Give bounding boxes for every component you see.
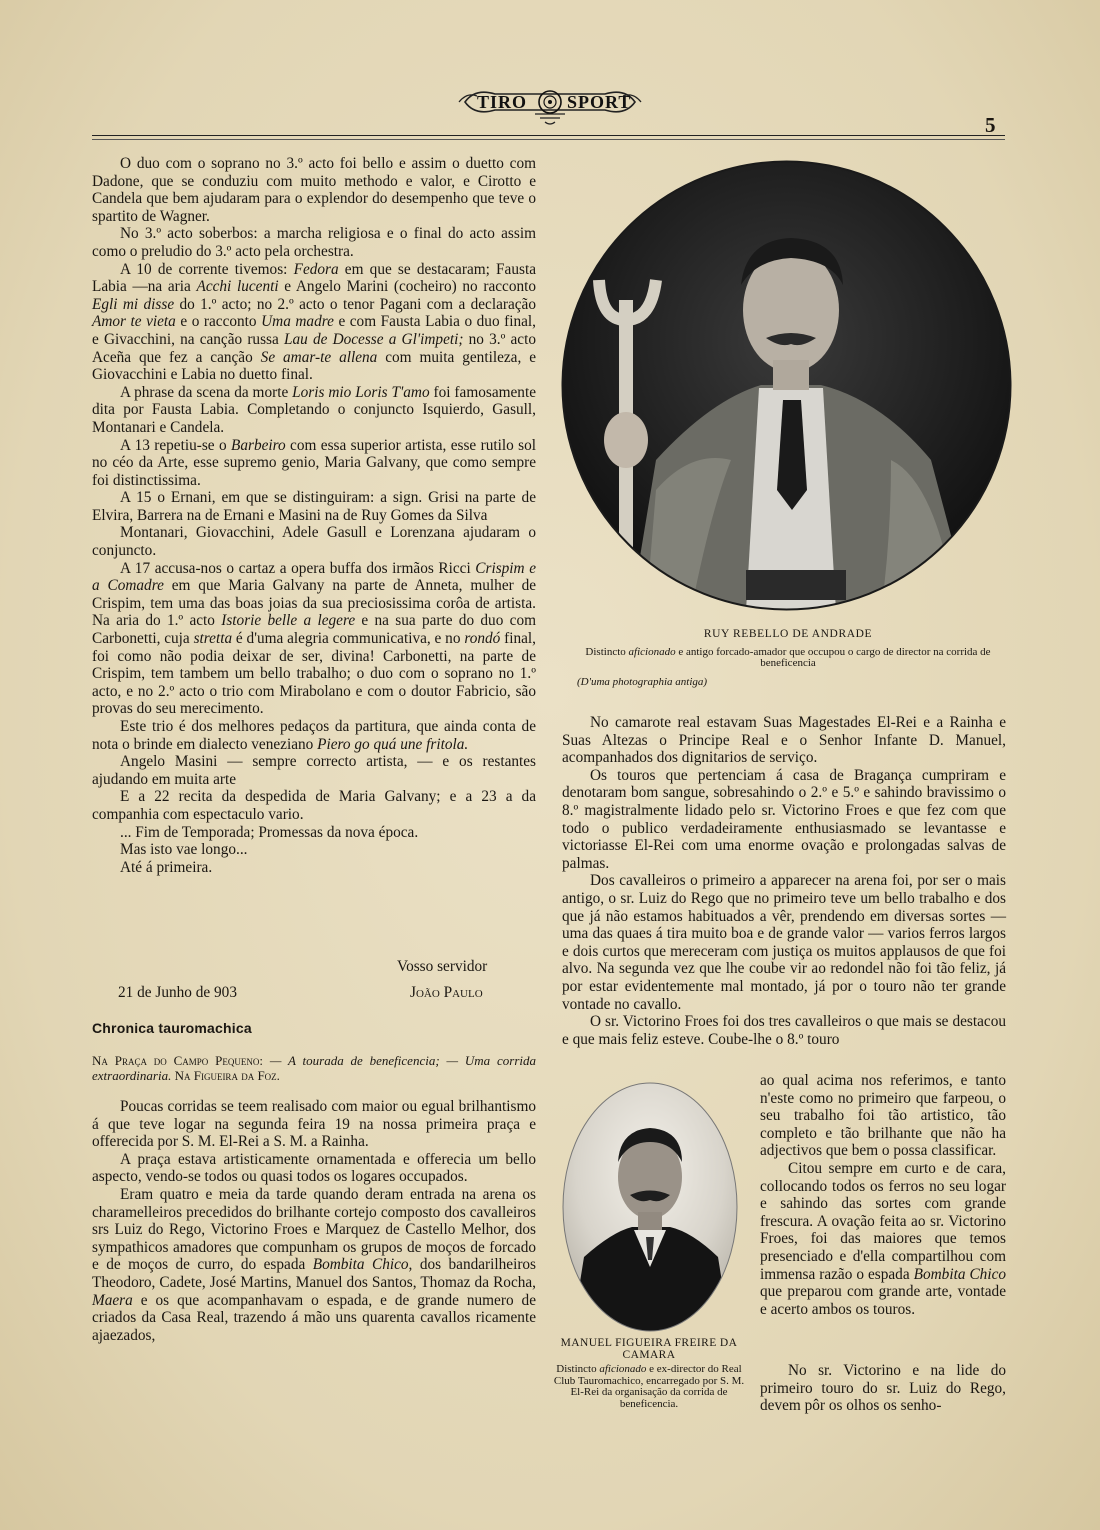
svg-text:SPORT: SPORT bbox=[567, 92, 632, 112]
paragraph: No sr. Victorino e na lide do primeiro touro do sr. Luiz do Rego, devem pôr os olhos os senho- bbox=[760, 1362, 1006, 1415]
portrait-photo-ruy-rebello bbox=[561, 160, 1012, 611]
paragraph: A 15 o Ernani, em que se distinguiram: a sign. Grisi na parte de Elvira, Barrera na de Ernani e Masini na de Ruy Gomes da Silva bbox=[92, 489, 536, 524]
paragraph: A 17 accusa-nos o cartaz a opera buffa dos irmãos Ricci Crispim e a Comadre em que Maria Galvany na parte de Anneta, mulher de Crispim, tem uma das boas joias da sua preciosissima corôa de artista. Na aria do 1.º acto Istorie belle a legere e na sua parte do duo com Carbonetti, cuja stretta é d'uma alegria communicativa, e no rondó final, foi como não podia deixar de ser, divina! Carbonetti, na parte de Crispim, tem tambem um bello trabalho; o duo com o soprano no 1.º acto, e no 2.º acto o trio com Mirabolano e com o doutor Fabricio, são provas do seu merecimento. bbox=[92, 559, 537, 718]
paragraph: Até á primeira. bbox=[120, 858, 213, 876]
bullfight-chronicle-column bbox=[92, 1098, 536, 1344]
paragraph: Poucas corridas se teem realisado com maior ou egual brilhantismo á que teve logar na segunda feira 19 na nossa primeira praça e offerecida por S. M. El-Rei a S. M. a Rainha. bbox=[92, 1098, 536, 1151]
paragraph: Os touros que pertenciam á casa de Bragança cumpriram e denotaram bom sangue, sobresahindo o 2.º e 5.º e sahindo bravissimo o 8.º magistralmente lidado pelo sr. Victorino Froes e que fez com que todo o publico verdadeiramente enthusiasmado se levantasse e victoriasse El-Rei com uma enorme ovação e prolongadas salvas de palmas. bbox=[562, 766, 1006, 872]
portrait-subject-name: RUY REBELLO DE ANDRADE bbox=[703, 628, 873, 640]
paragraph: E a 22 recita da despedida de Maria Galvany; e a 23 a da companhia com espectaculo vario. bbox=[92, 788, 536, 823]
paragraph: O duo com o soprano no 3.º acto foi bello e assim o duetto com Dadone, que se conduziu com muito methodo e valor, e Cirotto e Candela que bem ajudaram para o explendor do desempenho que teve o spartito de Wagner. bbox=[92, 155, 536, 225]
opera-review-column bbox=[92, 155, 536, 876]
closing-salutation: Vosso servidor bbox=[397, 958, 488, 975]
bullfight-chronicle-narrow-column bbox=[760, 1072, 1006, 1318]
paragraph: Montanari, Giovacchini, Adele Gasull e Lorenzana ajudaram o conjuncto. bbox=[92, 524, 536, 560]
paragraph: Citou sempre em curto e de cara, collocando todos os ferros no seu logar e sahindo das sortes com grande frescura. A ovação feita ao sr. Victorino Froes, foi das maiores que temos presenciado e d'ella compartilhou com immensa razão o espada Bombita Chico que preparou com grande arte, vontade e acerto ambos os touros. bbox=[760, 1159, 1007, 1318]
paragraph: ... Fim de Temporada; Promessas da nova época. bbox=[120, 823, 419, 841]
author-signature: João Paulo bbox=[410, 984, 483, 1001]
svg-text:TIRO: TIRO bbox=[477, 92, 528, 112]
paragraph: Mas isto vae longo... bbox=[120, 841, 248, 859]
paragraph: Angelo Masini — sempre correcto artista, — e os restantes ajudando em muita arte bbox=[92, 753, 536, 788]
paragraph: A praça estava artisticamente ornamentada e offerecia um bello aspecto, vendo-se todos ou quasi todos os logares occupados. bbox=[92, 1150, 536, 1186]
paragraph: ao qual acima nos referimos, e tanto n'este como no primeiro que farpeou, o seu trabalho foi tão artistico, tão completo e tão brilhante que não ha adjectivos que bem o possa classificar. bbox=[760, 1072, 1006, 1160]
dateline: 21 de Junho de 903 bbox=[118, 984, 237, 1001]
tiro-e-sport-logo bbox=[455, 80, 645, 130]
section-summary: Na Praça do Campo Pequeno: — A tourada de beneficencia; — Uma corrida extraordinaria. Na Figueira da Foz. bbox=[92, 1053, 536, 1083]
paragraph: A phrase da scena da morte Loris mio Loris T'amo foi famosamente dita por Fausta Labia. Completando o conjuncto Isquierdo, Gasull, Montanari e Candela. bbox=[92, 383, 536, 436]
portrait-caption-secondary bbox=[553, 1338, 745, 1410]
paragraph: Dos cavalleiros o primeiro a apparecer na arena foi, por ser o mais antigo, o sr. Luiz do Rego que no primeiro teve um bello trabalho e dos que já não estamos habituados a vêr, prendendo em diversas sortes — uma das quaes á tira muito boa e de grande valor — varios ferros largos e dois curtos que mereceram com justiça os muitos applausos de que foi alvo. Na segunda vez que lhe coube vir ao redondel não foi tão feliz, já por estar evidentemente mal montado, já por o touro não ter grande vontade no cavallo. bbox=[562, 872, 1006, 1013]
header-rule bbox=[92, 135, 1005, 136]
portrait-photo-manuel-figueira bbox=[562, 1082, 738, 1332]
photo-source-note: (D'uma photographia antiga) bbox=[577, 676, 708, 688]
page-number: 5 bbox=[985, 113, 996, 137]
paragraph: No camarote real estavam Suas Magestades El-Rei e a Rainha e Suas Altezas o Principe Real e o Senhor Infante D. Manuel, acompanhados dos dignitarios de serviço. bbox=[562, 714, 1006, 767]
paragraph: A 10 de corrente tivemos: Fedora em que se destacaram; Fausta Labia —na aria Acchi lucenti e Angelo Marini (cocheiro) no racconto Egli mi disse do 1.º acto; no 2.º acto o tenor Pagani com a declaração Amor te vieta e o racconto Uma madre e com Fausta Labia o duo final, e Givacchini, na canção russa Lau de Docesse a Gl'impeti; no 3.º acto Aceña que fez a canção Se amar-te allena com muita gentileza, e Giovacchini e Labia no duetto final. bbox=[92, 260, 537, 384]
paragraph: No 3.º acto soberbos: a marcha religiosa e o final do acto assim como o preludio do 3.º acto pela orchestra. bbox=[92, 225, 536, 260]
paragraph: Eram quatro e meia da tarde quando deram entrada na arena os charamelleiros precedidos do brilhante cortejo composto dos cavalleiros srs Luiz do Rego, Victorino Froes e Marquez de Castello Melhor, dos sympathicos amadores que compunham os grupos de moços de forcado e de moços de curro, do espada Bombita Chico, dos bandarilheiros Theodoro, Cadete, José Martins, Manuel dos Santos, Thomaz da Rocha, Maera e os que acompanhavam o espada, e de grande numero de criados da Casa Real, trazendo á mão uns quarenta cavallos ricamente ajaezados, bbox=[92, 1185, 537, 1344]
bullfight-chronicle-right-column bbox=[562, 714, 1006, 1048]
bullfight-chronicle-narrow-column-end bbox=[760, 1362, 1006, 1415]
portrait-description: Distincto aficionado e antigo forcado-amador que occupou o cargo de director na corrida de beneficencia bbox=[585, 645, 991, 669]
header-rule-secondary bbox=[92, 139, 1005, 140]
paragraph: O sr. Victorino Froes foi dos tres cavalleiros o que mais se destacou e que mais feliz esteve. Coube-lhe o 8.º touro bbox=[562, 1013, 1006, 1048]
paragraph: A 13 repetiu-se o Barbeiro com essa superior artista, esse rutilo sol no céo da Arte, esse supremo genio, Maria Galvany, que como sempre foi distinctissima. bbox=[92, 436, 536, 489]
paragraph: Este trio é dos melhores pedaços da partitura, que ainda conta de nota o brinde em dialecto veneziano Piero go quá une fritola. bbox=[92, 718, 536, 753]
portrait-caption bbox=[570, 629, 1006, 670]
portrait-description: Distincto aficionado e ex-director do Real Club Tauromachico, encarregado por S. M. El-Rei da organisação da corrida de beneficencia. bbox=[553, 1363, 745, 1410]
section-heading: Chronica tauromachica bbox=[92, 1020, 252, 1036]
portrait-subject-name: MANUEL FIGUEIRA FREIRE DA CAMARA bbox=[560, 1337, 738, 1361]
